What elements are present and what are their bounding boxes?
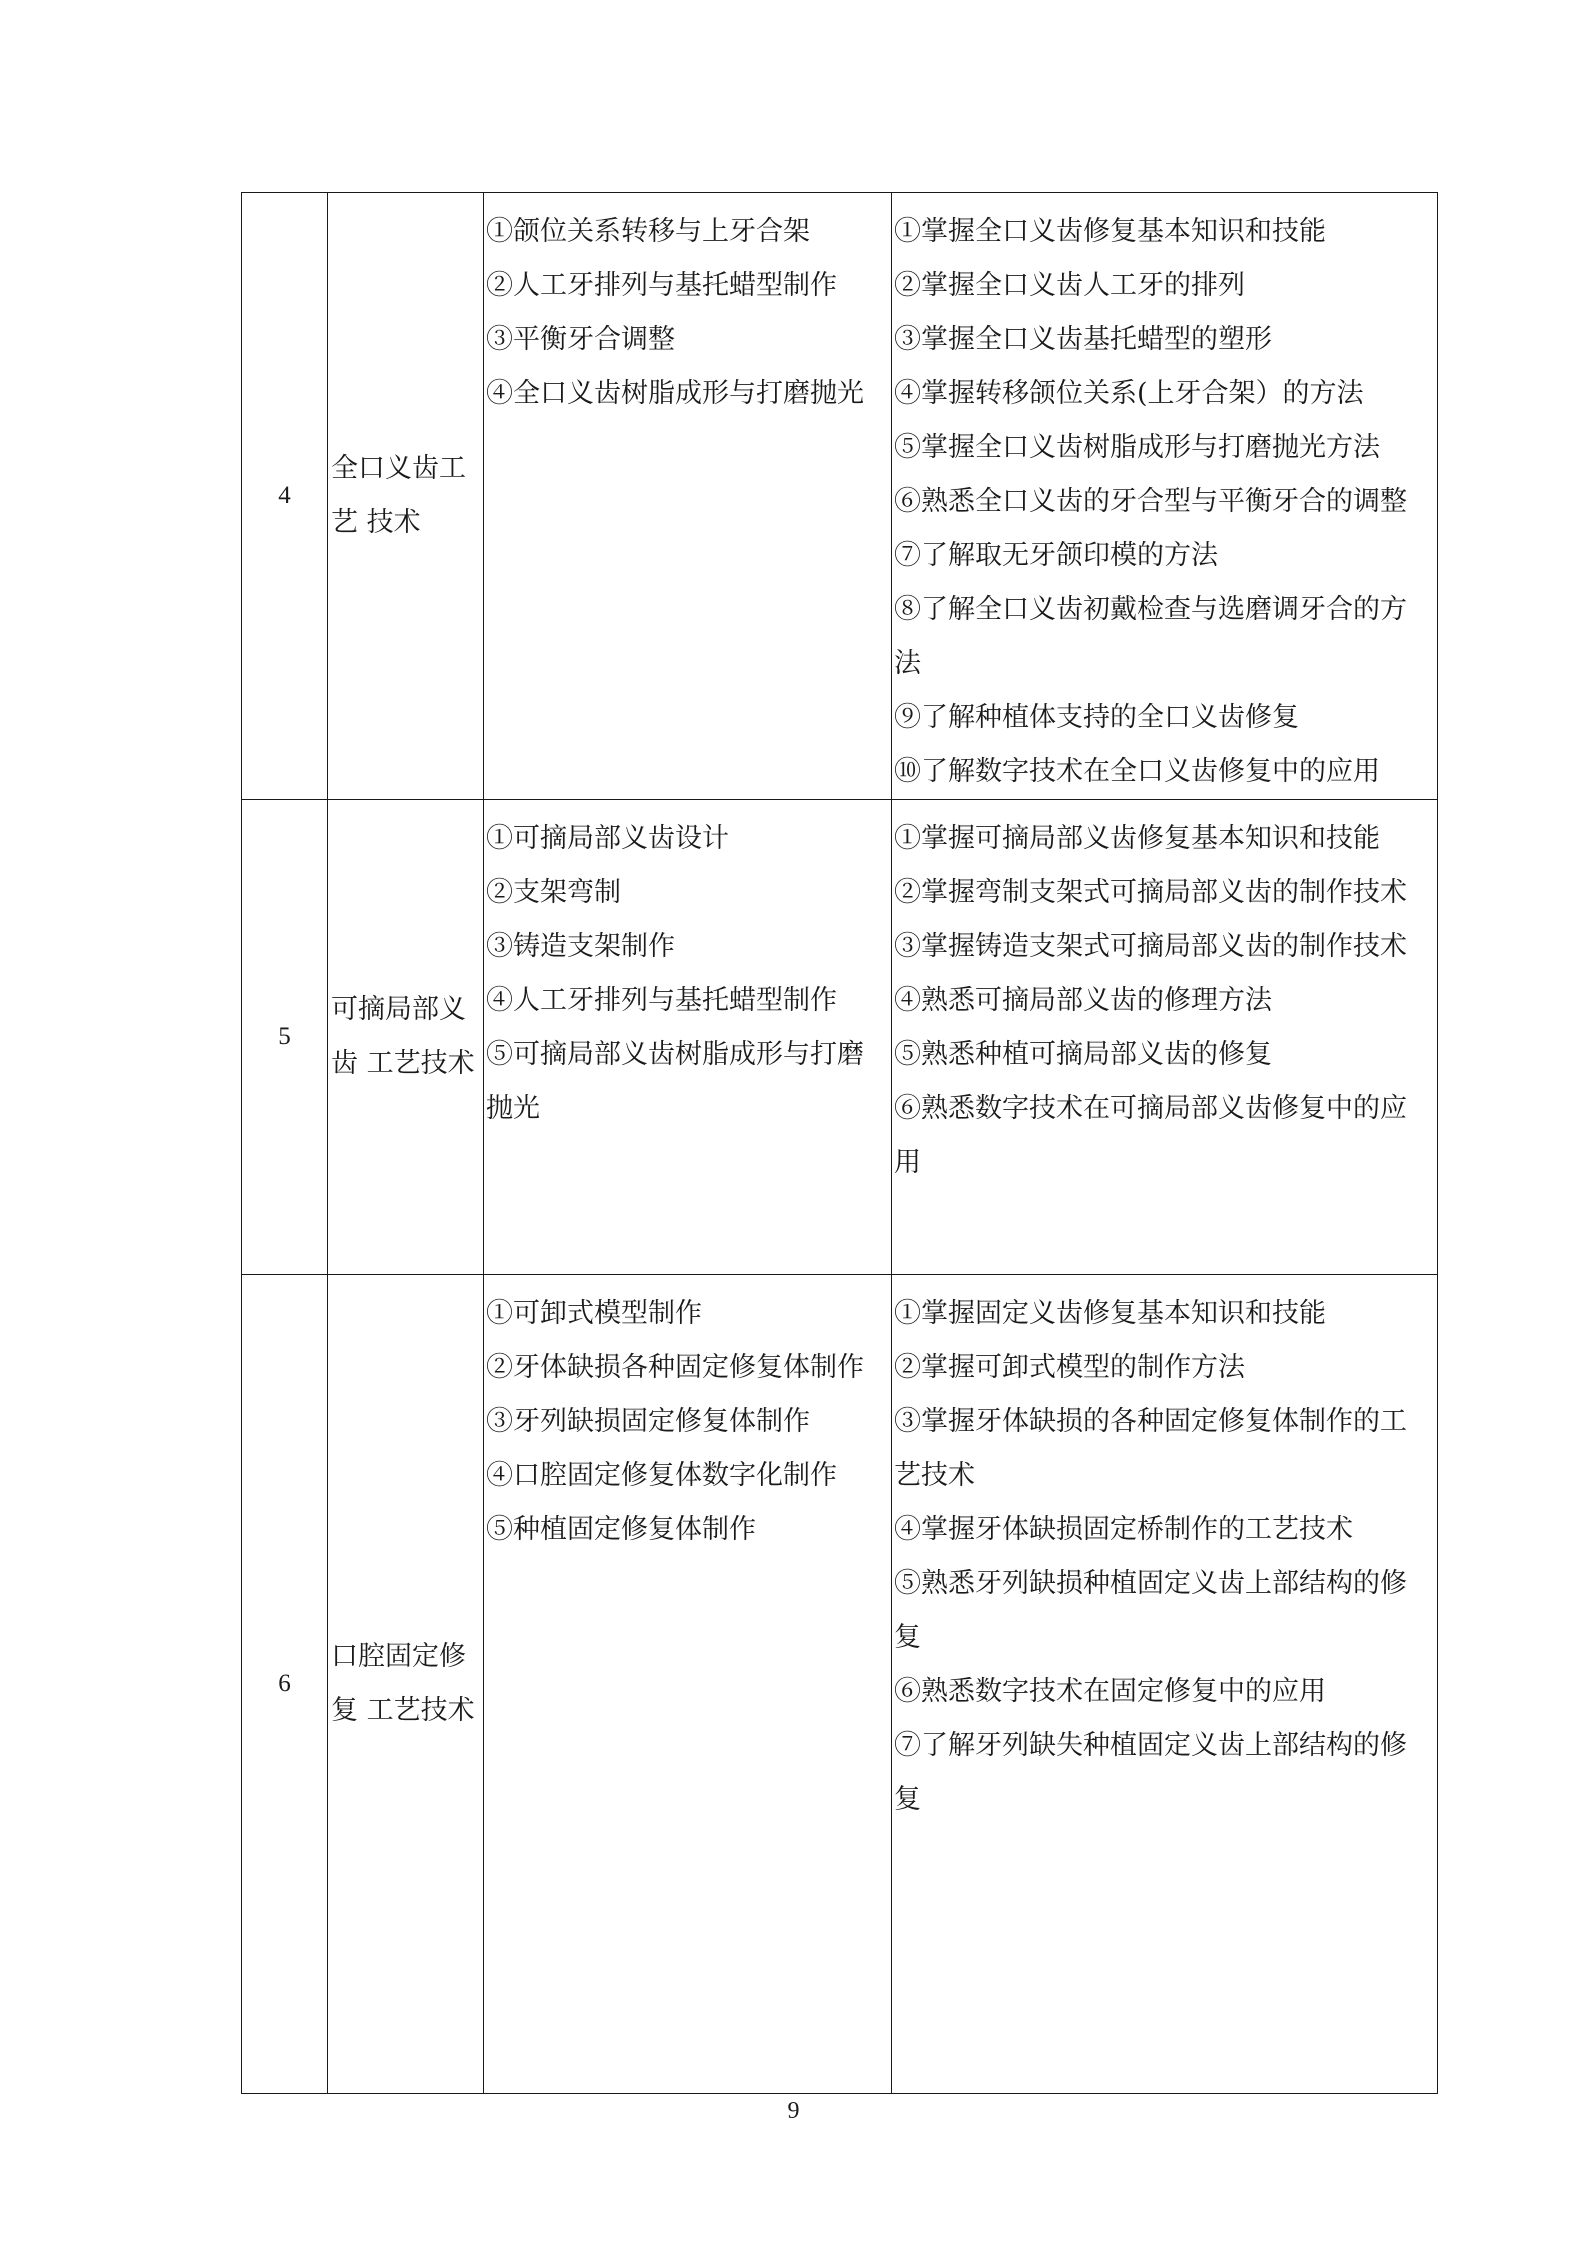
- requirement-item: ⑤掌握全口义齿树脂成形与打磨抛光方法: [894, 432, 1380, 463]
- requirement-item: ⑦了解取无牙颌印模的方法: [894, 540, 1218, 571]
- content-item: ①可卸式模型制作: [486, 1298, 702, 1329]
- requirement-item: ③掌握铸造支架式可摘局部义齿的制作技术: [894, 931, 1407, 962]
- requirement-item: ⑥熟悉全口义齿的牙合型与平衡牙合的调整: [894, 486, 1407, 517]
- page-number: 9: [787, 2098, 800, 2124]
- requirement-item: ⑧了解全口义齿初戴检查与选磨调牙合的方法: [894, 594, 1407, 679]
- requirement-item: ②掌握弯制支架式可摘局部义齿的制作技术: [894, 877, 1407, 908]
- requirement-item: ②掌握全口义齿人工牙的排列: [894, 270, 1245, 301]
- requirement-item: ⑤熟悉种植可摘局部义齿的修复: [894, 1039, 1272, 1070]
- course-requirements: [892, 193, 1438, 800]
- content-item: ③铸造支架制作: [486, 931, 675, 962]
- row-number: 5: [242, 800, 328, 1275]
- content-item: ④口腔固定修复体数字化制作: [486, 1460, 837, 1491]
- content-item: ②支架弯制: [486, 877, 621, 908]
- requirement-item: ⑩了解数字技术在全口义齿修复中的应用: [894, 756, 1380, 787]
- course-name: 口腔固定修复 工艺技术: [328, 1275, 484, 2094]
- requirement-item: ③掌握全口义齿基托蜡型的塑形: [894, 324, 1272, 355]
- requirement-item: ⑥熟悉数字技术在固定修复中的应用: [894, 1676, 1326, 1707]
- content-item: ③牙列缺损固定修复体制作: [486, 1406, 810, 1437]
- requirement-item: ③掌握牙体缺损的各种固定修复体制作的工艺技术: [894, 1406, 1407, 1491]
- content-item: ②牙体缺损各种固定修复体制作: [486, 1352, 864, 1383]
- requirement-item: ⑨了解种植体支持的全口义齿修复: [894, 702, 1299, 733]
- requirement-item: ⑤熟悉牙列缺损种植固定义齿上部结构的修复: [894, 1568, 1407, 1653]
- requirement-item: ④掌握转移颌位关系(上牙合架）的方法: [894, 378, 1364, 409]
- content-item: ②人工牙排列与基托蜡型制作: [486, 270, 837, 301]
- content-item: ⑤可摘局部义齿树脂成形与打磨抛光: [486, 1039, 864, 1124]
- content-item: ①可摘局部义齿设计: [486, 823, 729, 854]
- course-name: 可摘局部义齿 工艺技术: [328, 800, 484, 1275]
- course-content: [484, 1275, 892, 2094]
- course-content: [484, 800, 892, 1275]
- requirement-item: ①掌握固定义齿修复基本知识和技能: [894, 1298, 1326, 1329]
- course-requirements: [892, 800, 1438, 1275]
- table-row: [242, 193, 1438, 800]
- content-item: ①颌位关系转移与上牙合架: [486, 216, 810, 247]
- requirement-item: ①掌握可摘局部义齿修复基本知识和技能: [894, 823, 1380, 854]
- curriculum-table: [241, 192, 1438, 2094]
- requirement-item: ①掌握全口义齿修复基本知识和技能: [894, 216, 1326, 247]
- content-item: ④全口义齿树脂成形与打磨抛光: [486, 378, 864, 409]
- table-row: [242, 1275, 1438, 2094]
- requirement-item: ⑥熟悉数字技术在可摘局部义齿修复中的应用: [894, 1093, 1407, 1178]
- course-name: 全口义齿工艺 技术: [328, 193, 484, 800]
- requirement-item: ④熟悉可摘局部义齿的修理方法: [894, 985, 1272, 1016]
- table-row: [242, 800, 1438, 1275]
- course-content: [484, 193, 892, 800]
- content-item: ③平衡牙合调整: [486, 324, 675, 355]
- content-item: ④人工牙排列与基托蜡型制作: [486, 985, 837, 1016]
- row-number: 4: [242, 193, 328, 800]
- requirement-item: ⑦了解牙列缺失种植固定义齿上部结构的修复: [894, 1730, 1407, 1815]
- content-item: ⑤种植固定修复体制作: [486, 1514, 756, 1545]
- course-requirements: [892, 1275, 1438, 2094]
- requirement-item: ④掌握牙体缺损固定桥制作的工艺技术: [894, 1514, 1353, 1545]
- requirement-item: ②掌握可卸式模型的制作方法: [894, 1352, 1245, 1383]
- row-number: 6: [242, 1275, 328, 2094]
